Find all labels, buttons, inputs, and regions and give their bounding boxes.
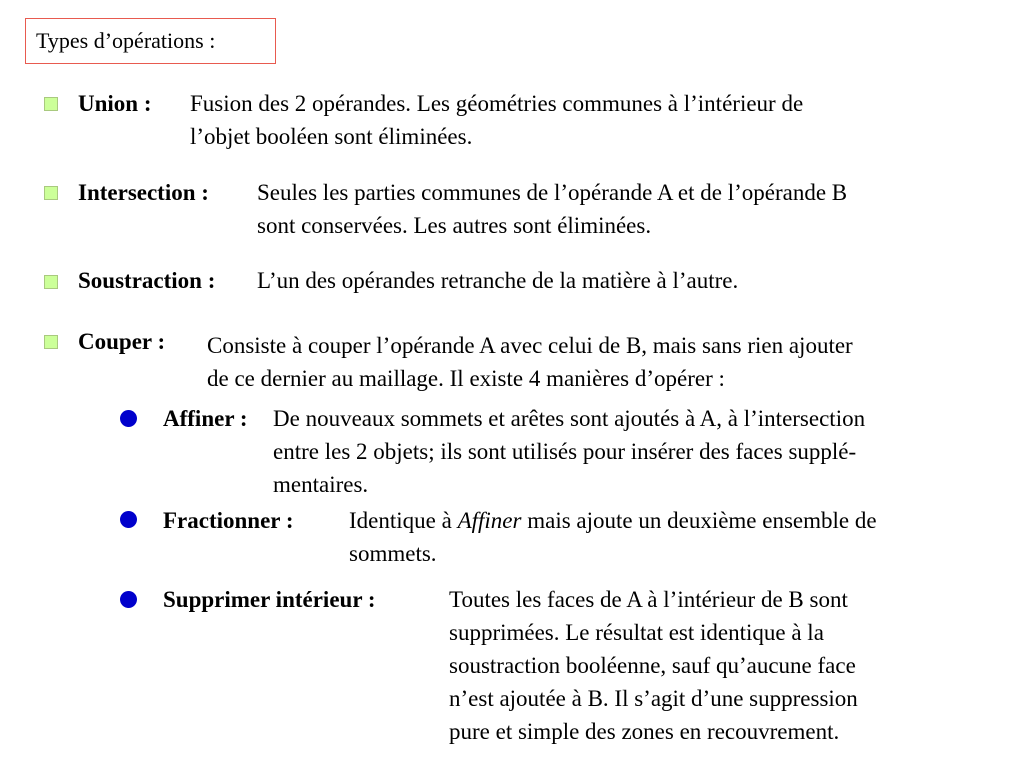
term-union-definition xyxy=(190,87,803,153)
square-bullet-icon xyxy=(44,97,58,111)
definition-line: sont conservées. Les autres sont éliminées. xyxy=(257,213,652,238)
definition-line: Consiste à couper l’opérande A avec celui de B, mais sans rien ajouter xyxy=(207,333,853,358)
term-union-label: Union : xyxy=(78,91,152,116)
term-couper-definition xyxy=(207,329,853,395)
definition-line: l’objet booléen sont éliminées. xyxy=(190,124,473,149)
definition-line: mentaires. xyxy=(273,472,369,497)
subterm-supprimer-interieur-definition xyxy=(449,583,858,748)
square-bullet-icon xyxy=(44,275,58,289)
definition-line: entre les 2 objets; ils sont utilisés pour insérer des faces supplé- xyxy=(273,439,857,464)
definition-text: Identique à xyxy=(349,508,458,533)
definition-line xyxy=(349,504,877,537)
term-intersection-definition xyxy=(257,176,847,242)
term-soustraction-definition xyxy=(257,264,738,297)
definition-line: Toutes les faces de A à l’intérieur de B sont xyxy=(449,587,848,612)
term-couper-label: Couper : xyxy=(78,329,166,354)
definition-line: soustraction booléenne, sauf qu’aucune face xyxy=(449,653,856,678)
subterm-fractionner-label: Fractionner : xyxy=(163,508,294,533)
definition-line: Fusion des 2 opérandes. Les géométries communes à l’intérieur de xyxy=(190,91,804,116)
round-bullet-icon xyxy=(120,410,137,427)
subterm-affiner-label: Affiner : xyxy=(163,406,248,431)
square-bullet-icon xyxy=(44,335,58,349)
subterm-fractionner-definition xyxy=(349,504,877,570)
definition-line: De nouveaux sommets et arêtes sont ajoutés à A, à l’intersection xyxy=(273,406,866,431)
term-soustraction-label: Soustraction : xyxy=(78,268,216,293)
definition-text: mais ajoute un deuxième ensemble de xyxy=(521,508,877,533)
definition-line: sommets. xyxy=(349,541,437,566)
term-intersection-label: Intersection : xyxy=(78,180,209,205)
definition-line: Seules les parties communes de l’opérande A et de l’opérande B xyxy=(257,180,848,205)
page-title: Types d’opérations : xyxy=(36,28,216,53)
title-box xyxy=(25,18,276,64)
definition-line: L’un des opérandes retranche de la matière à l’autre. xyxy=(257,268,739,293)
subterm-affiner-definition xyxy=(273,402,865,501)
subterm-supprimer-interieur-label: Supprimer intérieur : xyxy=(163,587,376,612)
round-bullet-icon xyxy=(120,591,137,608)
definition-line: supprimées. Le résultat est identique à la xyxy=(449,620,824,645)
round-bullet-icon xyxy=(120,511,137,528)
definition-line: pure et simple des zones en recouvrement. xyxy=(449,719,840,744)
definition-line: de ce dernier au maillage. Il existe 4 manières d’opérer : xyxy=(207,366,725,391)
definition-line: n’est ajoutée à B. Il s’agit d’une suppression xyxy=(449,686,858,711)
square-bullet-icon xyxy=(44,186,58,200)
definition-emphasis: Affiner xyxy=(457,508,522,533)
